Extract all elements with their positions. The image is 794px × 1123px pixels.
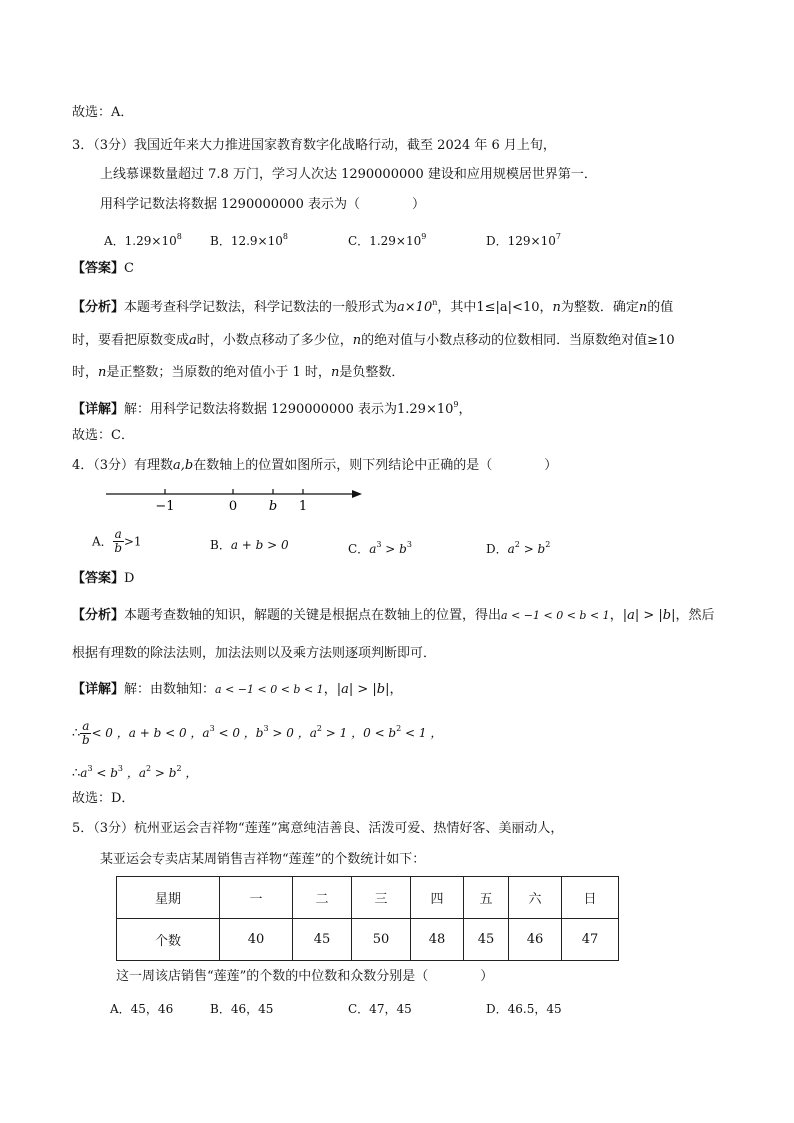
- q5-option-a[interactable]: A．45，46: [110, 1002, 174, 1016]
- q4-choose: 故选：D．: [72, 791, 135, 806]
- text: 时，: [72, 365, 99, 380]
- text: 是负整数．: [339, 365, 405, 380]
- math-exp: 2: [316, 724, 322, 733]
- q4-option-d[interactable]: [486, 536, 550, 558]
- math-exp: 2: [396, 724, 402, 733]
- detail-tag: 【详解】: [72, 682, 125, 697]
- math: ，: [181, 766, 198, 780]
- math-exp: 3: [263, 724, 269, 733]
- q5-option-b[interactable]: B．46，45: [210, 1002, 274, 1016]
- math: > b: [151, 766, 177, 780]
- math: < 0 ，a + b < 0 ，a: [91, 726, 210, 740]
- math-exp: n: [432, 298, 438, 307]
- math: a,b: [173, 458, 194, 473]
- text: 4．（3分）有理数: [72, 458, 174, 473]
- therefore-symbol: ∴: [72, 766, 81, 781]
- table-cell: 三: [352, 877, 411, 919]
- number-line-figure: [100, 480, 370, 516]
- q4-derivation-line1: [72, 714, 442, 749]
- math: a + b > 0: [230, 538, 289, 552]
- label-b: b: [268, 499, 278, 514]
- math: a < −1 < 0 < b < 1: [215, 683, 324, 696]
- denominator: b: [114, 541, 123, 555]
- prev-choose: 故选：A．: [72, 105, 134, 120]
- table-cell: 45: [293, 919, 352, 961]
- math: a×10: [397, 300, 433, 315]
- q3-option-b[interactable]: [210, 228, 288, 250]
- option-label: A．: [104, 234, 125, 248]
- table-header-cell: 星期: [117, 877, 220, 919]
- table-row-weekday: [117, 877, 619, 919]
- option-value: 1.29×10: [124, 234, 177, 248]
- answer-value: C: [124, 261, 134, 276]
- q4-detail: [72, 681, 402, 699]
- text: ，其中1≤|a|<10，: [437, 300, 553, 315]
- math: n: [638, 300, 648, 315]
- table-row-count: [117, 919, 619, 961]
- math: > b: [381, 542, 407, 556]
- text: 在数轴上的位置如图所示，则下列结论中正确的是（ ）: [193, 458, 558, 473]
- text: ，然后: [675, 608, 715, 623]
- q3-option-a[interactable]: [104, 228, 182, 250]
- math-exp: 3: [87, 764, 93, 773]
- q3-option-c[interactable]: [348, 228, 426, 250]
- table-cell: 40: [220, 919, 293, 961]
- option-exponent: 8: [282, 232, 288, 241]
- text: 的值: [647, 300, 674, 315]
- q5-question: 这一周该店销售“莲莲”的个数的中位数和众数分别是（ ）: [116, 969, 494, 984]
- q4-answer: [72, 570, 134, 588]
- analysis-tag: 【分析】: [72, 608, 125, 623]
- q4-analysis-line1: [72, 607, 714, 625]
- fraction: [113, 528, 124, 555]
- fraction: [80, 720, 91, 747]
- sales-table: [116, 876, 619, 961]
- option-label: A．: [92, 534, 113, 549]
- option-value: 129×10: [507, 234, 556, 248]
- denominator: b: [82, 733, 90, 747]
- math: >1: [123, 534, 142, 549]
- table-header-cell: 个数: [117, 919, 220, 961]
- math: < b: [92, 766, 118, 780]
- q3-answer: [72, 260, 134, 278]
- math: a: [189, 333, 197, 348]
- q5-option-d[interactable]: D．46.5，45: [486, 1002, 562, 1016]
- answer-tag: 【答案】: [72, 571, 125, 586]
- q4-option-b[interactable]: [210, 536, 289, 554]
- option-label: B．: [210, 234, 231, 248]
- analysis-tag: 【分析】: [72, 300, 125, 315]
- table-cell: 一: [220, 877, 293, 919]
- text: 时，小数点移动了多少位，: [196, 333, 353, 348]
- math-exp: 3: [117, 764, 123, 773]
- math: |a| > |b|: [336, 682, 390, 697]
- text: 时，要看把原数变成: [72, 333, 190, 348]
- option-label: D．: [486, 234, 508, 248]
- text: ，: [323, 682, 337, 697]
- table-cell: 46: [509, 919, 562, 961]
- q5-option-c[interactable]: C．47，45: [348, 1002, 412, 1016]
- text: ，: [609, 608, 623, 623]
- q4-option-a[interactable]: [92, 528, 142, 555]
- math-exp: 2: [545, 540, 551, 549]
- q3-analysis-line1: [72, 294, 673, 317]
- q3-detail: [72, 396, 472, 419]
- table-cell: 47: [562, 919, 619, 961]
- arrow-right-icon: [352, 490, 362, 498]
- q3-choose: 故选：C．: [72, 428, 134, 443]
- math-exp: 2: [514, 540, 520, 549]
- math: > 0 ，a: [268, 726, 317, 740]
- math: < 1 ，: [401, 726, 443, 740]
- option-label: C．: [348, 234, 370, 248]
- math-exp: 3: [376, 540, 382, 549]
- q5-stem-line1: 5．（3分）杭州亚运会吉祥物“莲莲”寓意纯洁善良、活泼可爱、热情好客、美丽动人，: [72, 821, 564, 836]
- math: ，a: [123, 766, 146, 780]
- math-exp: 3: [406, 540, 412, 549]
- answer-tag: 【答案】: [72, 261, 125, 276]
- text: 本题考查科学记数法，科学记数法的一般形式为: [124, 300, 398, 315]
- option-label: D．: [486, 542, 508, 556]
- text: ，: [458, 402, 472, 417]
- math: 1.29×10: [397, 402, 454, 417]
- text: 本题考查数轴的知识，解题的关键是根据点在数轴上的位置，得出: [124, 608, 502, 623]
- therefore-symbol: ∴: [72, 726, 81, 741]
- label-neg1: −1: [155, 499, 175, 514]
- q3-stem-line1: 3．（3分）我国近年来大力推进国家教育数字化战略行动，截至 2024 年 6 月上旬，: [72, 138, 556, 153]
- math: n: [552, 300, 561, 315]
- math-exp: 2: [145, 764, 152, 773]
- q5-stem-line2: 某亚运会专卖店某周销售吉祥物“莲莲”的个数统计如下：: [100, 852, 426, 867]
- text: 解：由数轴知：: [124, 682, 216, 697]
- q4-option-c[interactable]: [348, 536, 412, 558]
- option-value: 12.9×10: [230, 234, 283, 248]
- q4-derivation-line2: [72, 760, 197, 783]
- text: 的绝对值与小数点移动的位数相同．当原数绝对值≥10: [361, 333, 675, 348]
- q4-analysis-line2: 根据有理数的除法法则，加法法则以及乘方法则逐项判断即可．: [72, 646, 437, 661]
- math: a: [80, 766, 88, 780]
- q3-stem-line3: 用科学记数法将数据 1290000000 表示为（ ）: [100, 197, 425, 212]
- text: 为整数．确定: [560, 300, 639, 315]
- math: a: [369, 542, 377, 556]
- math: a: [507, 542, 515, 556]
- option-exponent: 9: [421, 232, 427, 241]
- q3-option-d[interactable]: [486, 228, 561, 250]
- math: |a| > |b|: [622, 608, 676, 623]
- q3-analysis-line3: [72, 364, 404, 382]
- table-cell: 45: [464, 919, 509, 961]
- option-exponent: 8: [176, 232, 182, 241]
- table-cell: 48: [411, 919, 464, 961]
- option-label: C．: [348, 542, 370, 556]
- label-zero: 0: [228, 499, 238, 514]
- table-cell: 日: [562, 877, 619, 919]
- text: ，: [389, 682, 403, 697]
- table-cell: 二: [293, 877, 352, 919]
- q3-analysis-line2: [72, 332, 675, 350]
- math-exp: 2: [176, 764, 182, 773]
- table-cell: 四: [411, 877, 464, 919]
- numerator: a: [82, 719, 90, 733]
- label-one: 1: [298, 499, 308, 514]
- math: > 1 ，0 < b: [321, 726, 397, 740]
- math: a < −1 < 0 < b < 1: [501, 609, 610, 622]
- q3-stem-line2: 上线慕课数量超过 7.8 万门，学习人次达 1290000000 建设和应用规模居世界第一．: [100, 167, 597, 182]
- math: > b: [519, 542, 546, 556]
- text: 是正整数；当原数的绝对值小于 1 时，: [106, 365, 331, 380]
- option-label: B．: [210, 538, 231, 552]
- table-cell: 六: [509, 877, 562, 919]
- answer-value: D: [124, 571, 135, 586]
- option-value: 1.29×10: [369, 234, 422, 248]
- detail-tag: 【详解】: [72, 402, 125, 417]
- numerator: a: [114, 527, 122, 541]
- math: n: [98, 365, 107, 380]
- math-exp: 9: [453, 400, 459, 409]
- table-cell: 五: [464, 877, 509, 919]
- text: 解：用科学记数法将数据 1290000000 表示为: [124, 402, 397, 417]
- math: n: [330, 365, 340, 380]
- table-cell: 50: [352, 919, 411, 961]
- math-exp: 3: [209, 724, 215, 733]
- option-exponent: 7: [555, 232, 561, 241]
- math: < 0 ，b: [214, 726, 264, 740]
- q4-stem: [72, 457, 557, 475]
- math: n: [352, 333, 362, 348]
